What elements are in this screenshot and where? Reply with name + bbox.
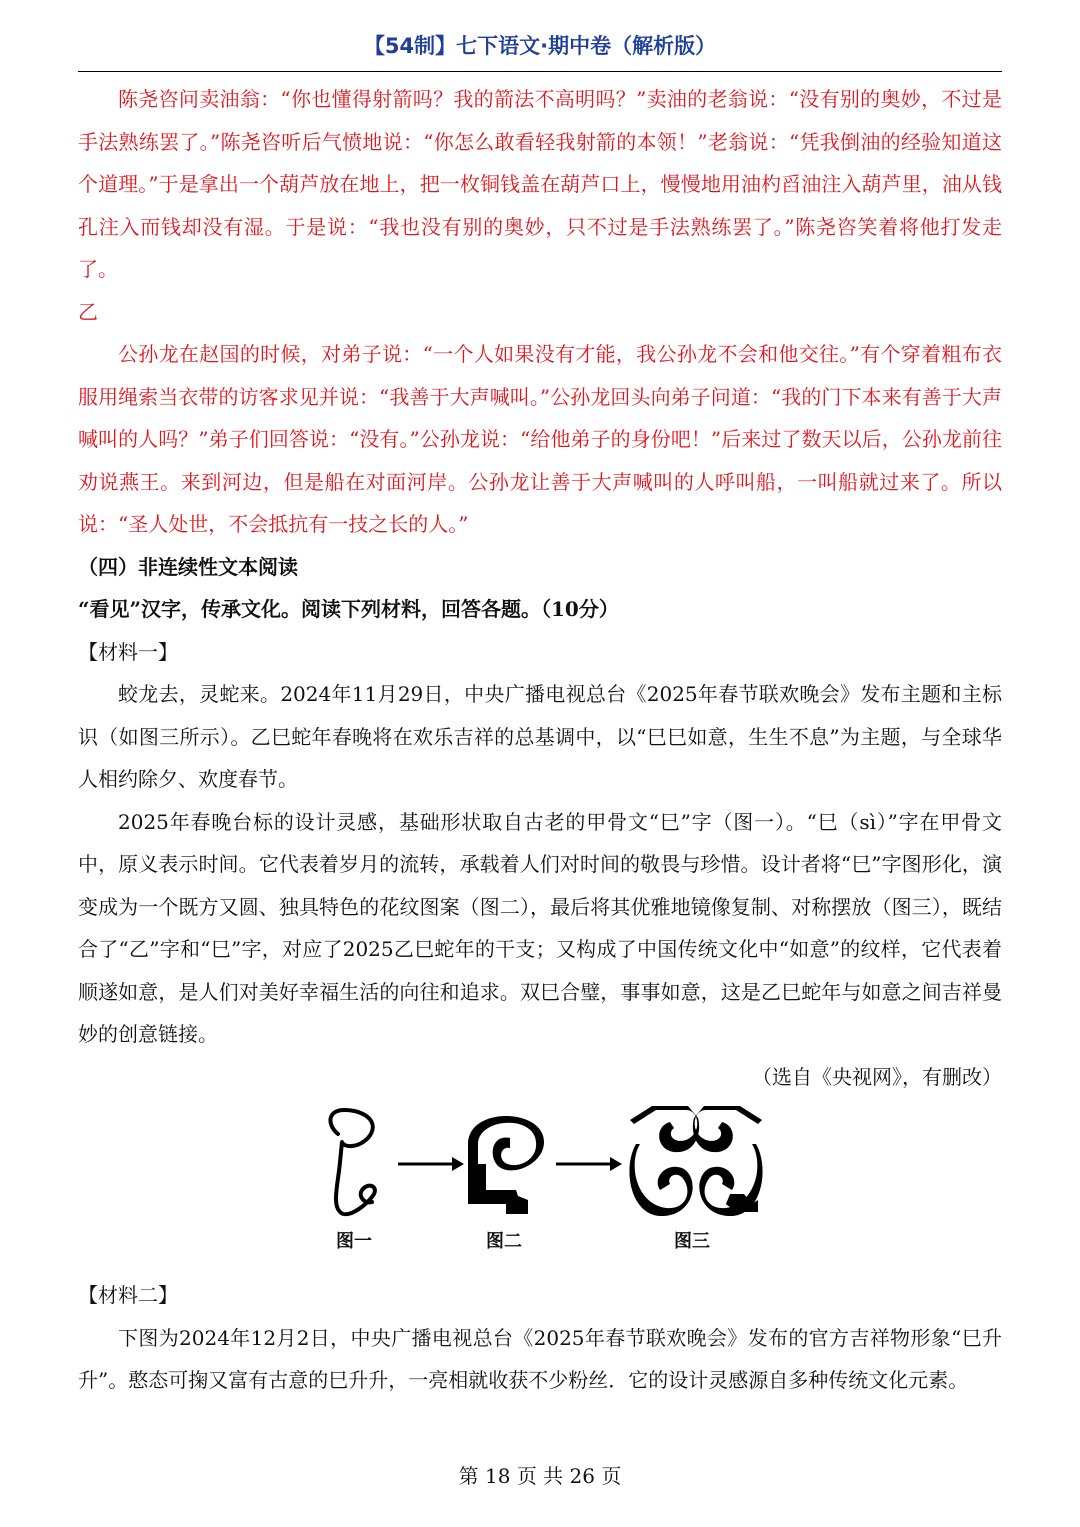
material2-label: 【材料二】 bbox=[78, 1283, 178, 1307]
stylized-si-pattern bbox=[466, 1104, 546, 1224]
translation-yi-label: 乙 bbox=[78, 299, 98, 324]
arrow-right-icon bbox=[554, 1154, 624, 1174]
figure-2-caption: 图二 bbox=[486, 1231, 522, 1252]
translation-yi-paragraph: 公孙龙在赵国的时候，对弟子说：“一个人如果没有才能，我公孙龙不会和他交往。”有个穿着粗布衣服用绳索当衣带的访客求见并说：“我善于大声喊叫。”公孙龙回头向弟子问道：“我的门下本来有善于大声喊叫的人吗？”弟子们回答说：“没有。”公孙龙说：“给他弟子的身份吧！”后来过了数天以后，公孙龙前往劝说燕王。来到河边，但是船在对面河岸。公孙龙让善于大声喊叫的人呼叫船，一叫船就过来了。所以说：“圣人处世，不会抵抗有一技之长的人。” bbox=[78, 342, 1002, 536]
figure-row bbox=[78, 1104, 1002, 1274]
figure-1-caption: 图一 bbox=[336, 1231, 372, 1252]
material2-paragraph-1: 下图为2024年12月2日，中央广播电视总台《2025年春节联欢晚会》发布的官方吉祥物形象“巳升升”。憨态可掬又富有古意的巳升升，一亮相就收获不少粉丝．它的设计灵感源自多种传统文化元素。 bbox=[78, 1325, 1002, 1392]
section-instruction: “看见”汉字，传承文化。阅读下列材料，回答各题。（10分） bbox=[78, 597, 619, 621]
material1-label: 【材料一】 bbox=[78, 639, 178, 664]
oracle-bone-si-glyph bbox=[318, 1104, 388, 1224]
material1-paragraph-1: 蛟龙去，灵蛇来。2024年11月29日，中央广播电视总台《2025年春节联欢晚会》发布主题和主标识（如图三所示）。乙巳蛇年春晚将在欢乐吉祥的总基调中，以“巳巳如意，生生不息”为主题，与全球华人相约除夕、欢度春节。 bbox=[78, 682, 1002, 791]
page-footer-number: 第 18 页 共 26 页 bbox=[458, 1464, 622, 1488]
material1-source: （选自《央视网》，有删改） bbox=[752, 1064, 1002, 1089]
material1-paragraph-2: 2025年春晚台标的设计灵感，基础形状取自古老的甲骨文“巳”字（图一）。“巳（sì）”字在甲骨文中，原义表示时间。它代表着岁月的流转，承载着人们对时间的敬畏与珍惜。设计者将“巳”字图形化，演变成为一个既方又圆、独具特色的花纹图案（图二），最后将其优雅地镜像复制、对称摆放（图三），既结合了“乙”字和“巳”字，对应了2025乙巳蛇年的干支；又构成了中国传统文化中“如意”的纹样，它代表着顺遂如意，是人们对美好幸福生活的向往和追求。双巳合璧，事事如意，这是乙巳蛇年与如意之间吉祥曼妙的创意链接。 bbox=[78, 809, 1002, 1046]
page-header-title: 【54制】七下语文·期中卷（解析版） bbox=[363, 34, 717, 58]
section-heading: （四）非连续性文本阅读 bbox=[78, 554, 298, 579]
arrow-right-icon bbox=[396, 1154, 466, 1174]
figure-3-caption: 图三 bbox=[674, 1231, 710, 1252]
translation-jia-paragraph: 陈尧咨问卖油翁：“你也懂得射箭吗？我的箭法不高明吗？”卖油的老翁说：“没有别的奥妙，不过是手法熟练罢了。”陈尧咨听后气愤地说：“你怎么敢看轻我射箭的本领！”老翁说：“凭我倒油的经验知道这个道理。”于是拿出一个葫芦放在地上，把一枚铜钱盖在葫芦口上，慢慢地用油杓舀油注入葫芦里，油从钱孔注入而钱却没有湿。于是说：“我也没有别的奥妙，只不过是手法熟练罢了。”陈尧咨笑着将他打发走了。 bbox=[78, 87, 1002, 281]
mirrored-si-logo bbox=[626, 1104, 766, 1224]
page-body bbox=[78, 78, 1002, 1402]
header-divider bbox=[78, 71, 1002, 72]
